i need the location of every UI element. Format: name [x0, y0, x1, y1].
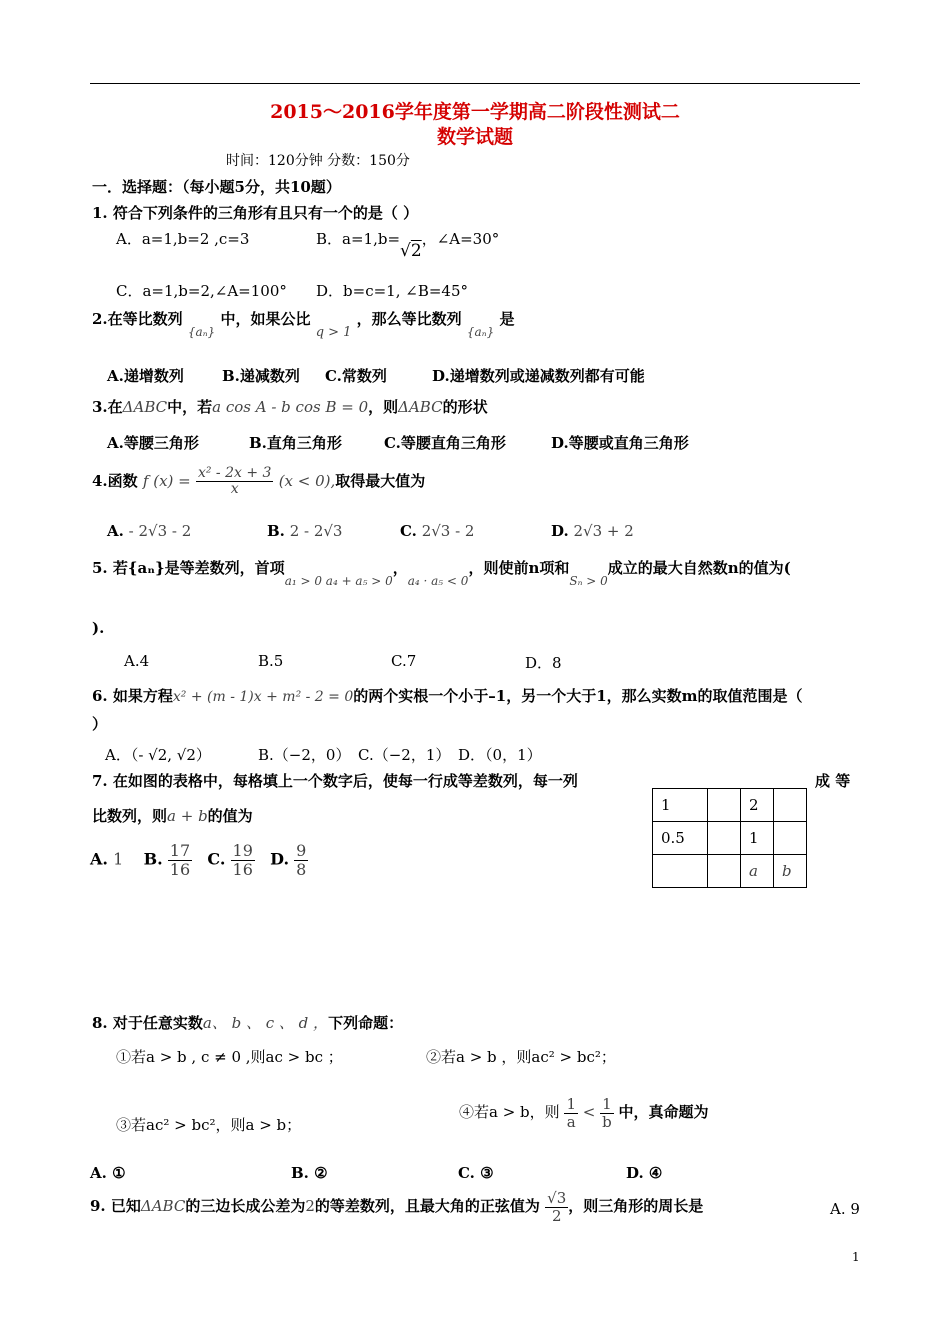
q7-stem-line2: 比数列，则a + b的值为: [92, 807, 253, 825]
q2-option-d: D.递增数列或递减数列都有可能: [432, 367, 645, 385]
top-rule: [90, 83, 860, 84]
q2-option-a: A.递增数列: [107, 367, 184, 385]
q7-table: [652, 788, 807, 888]
q7-stem: 7. 在如图的表格中，每格填上一个数字后，使每一行成等差数列，每一列: [92, 772, 578, 790]
q4-option-d: D. 2√3 + 2: [551, 522, 634, 540]
exam-title: 2015～2016学年度第一学期高二阶段性测试二: [270, 101, 680, 123]
q7-options: A. 1 B. $\frac{17}{16}$ C. $\frac{19}{16}$ D. $\frac{9}{8}$: [90, 841, 307, 879]
q8-option-c: C. ③: [458, 1164, 494, 1182]
q2-stem: 2.在等比数列 $_{\{a_n\}}$ 中，如果公比 q > 1 ，那么等比数列 $_{\{a_n\}}$ 是: [92, 310, 515, 340]
q2-option-b: B.递减数列: [222, 367, 300, 385]
q8-stem: 8. 对于任意实数a、 b 、 c 、 d ，下列命题：: [92, 1014, 404, 1032]
q4-stem: 4.函数 f (x) = $\frac{\text{x² - 2x + 3}}{x}$ (x < 0),取得最大值为: [92, 465, 426, 498]
table-row: [653, 789, 807, 822]
q3-stem: 3.在ΔABC中，若a cos A - b cos B = 0，则ΔABC的形状: [92, 398, 488, 416]
q5-option-a: A.4: [124, 652, 150, 670]
q3-option-b: B.直角三角形: [249, 434, 342, 452]
q8-proposition-1: ①若a > b , c ≠ 0 ,则ac > bc ；: [116, 1048, 343, 1066]
q9-option-a: A. 9: [830, 1200, 860, 1218]
q1-option-a: A．a=1,b=2 ,c=3: [116, 230, 250, 248]
table-row: [653, 855, 807, 888]
q5-option-c: C.7: [391, 652, 417, 670]
table-cell: [708, 822, 741, 855]
table-cell: [653, 855, 708, 888]
q2-option-c: C.常数列: [325, 367, 387, 385]
q3-option-c: C.等腰直角三角形: [384, 434, 506, 452]
page-number: 1: [852, 1250, 860, 1264]
table-cell: b: [774, 855, 807, 888]
q1-option-c: C．a=1,b=2,∠A=100°: [116, 282, 287, 300]
table-cell: 1: [741, 822, 774, 855]
q5-stem-end: ).: [92, 619, 105, 637]
q6-option-b: B.（−2，0）: [258, 746, 351, 764]
q8-proposition-4: ④若a > b，则 $\frac{1}{a}$ < $\frac{1}{b}$ 中，真命题为: [459, 1095, 709, 1131]
table-row: [653, 822, 807, 855]
q6-option-d: D．（0，1）: [458, 746, 542, 764]
q3-option-a: A.等腰三角形: [107, 434, 199, 452]
q5-option-d: D．8: [525, 654, 562, 672]
q8-proposition-3: ③若ac² > bc²，则a > b；: [116, 1116, 302, 1134]
q6-option-c: C.（−2，1）: [358, 746, 451, 764]
q5-stem: 5. 若{aₙ}是等差数列，首项$_{a_1 > 0 a_4 + a_5 > 0}$，$_{a_4 \cdot a_5 < 0}$，则使前n项和$_{S_n > 0}$成立的最大自然数n的值为(: [92, 559, 791, 588]
q6-stem: 6. 如果方程x² + (m - 1)x + m² - 2 = 0的两个实根一个小于–1，另一个大于1，那么实数m的取值范围是（: [92, 687, 803, 705]
table-cell: 1: [653, 789, 708, 822]
section-heading: 一．选择题：（每小题5分，共10题）: [92, 178, 341, 196]
q8-option-d: D. ④: [626, 1164, 663, 1182]
q4-option-c: C. 2√3 - 2: [400, 522, 475, 540]
table-cell: [774, 822, 807, 855]
table-cell: [774, 789, 807, 822]
table-cell: [708, 789, 741, 822]
q6-stem-end: ）: [92, 715, 108, 733]
q6-option-a: A．（- √2, √2）: [105, 746, 211, 764]
q1-stem: 1. 符合下列条件的三角形有且只有一个的是（ ）: [92, 204, 419, 222]
q9-stem: 9. 已知ΔABC的三边长成公差为2的等差数列，且最大角的正弦值为 $\frac{√3}{2}$ ，则三角形的周长是: [90, 1189, 704, 1225]
q8-proposition-2: ②若a > b ，则ac² > bc²；: [426, 1048, 616, 1066]
exam-subtitle: 数学试题: [436, 126, 513, 148]
q7-stem-tail: 成 等: [815, 772, 851, 790]
table-cell: 0.5: [653, 822, 708, 855]
q1-option-d: D．b=c=1, ∠B=45°: [316, 282, 468, 300]
table-cell: a: [741, 855, 774, 888]
q4-option-b: B. 2 - 2√3: [267, 522, 343, 540]
q8-option-b: B. ②: [291, 1164, 328, 1182]
table-cell: [708, 855, 741, 888]
exam-info: 时间：120分钟 分数：150分: [226, 153, 410, 169]
q1-option-b: B．a=1,b=√2，∠A=30°: [316, 230, 500, 261]
q4-option-a: A. - 2√3 - 2: [107, 522, 192, 540]
q8-option-a: A. ①: [90, 1164, 126, 1182]
q5-option-b: B.5: [258, 652, 284, 670]
table-cell: 2: [741, 789, 774, 822]
q3-option-d: D.等腰或直角三角形: [551, 434, 689, 452]
